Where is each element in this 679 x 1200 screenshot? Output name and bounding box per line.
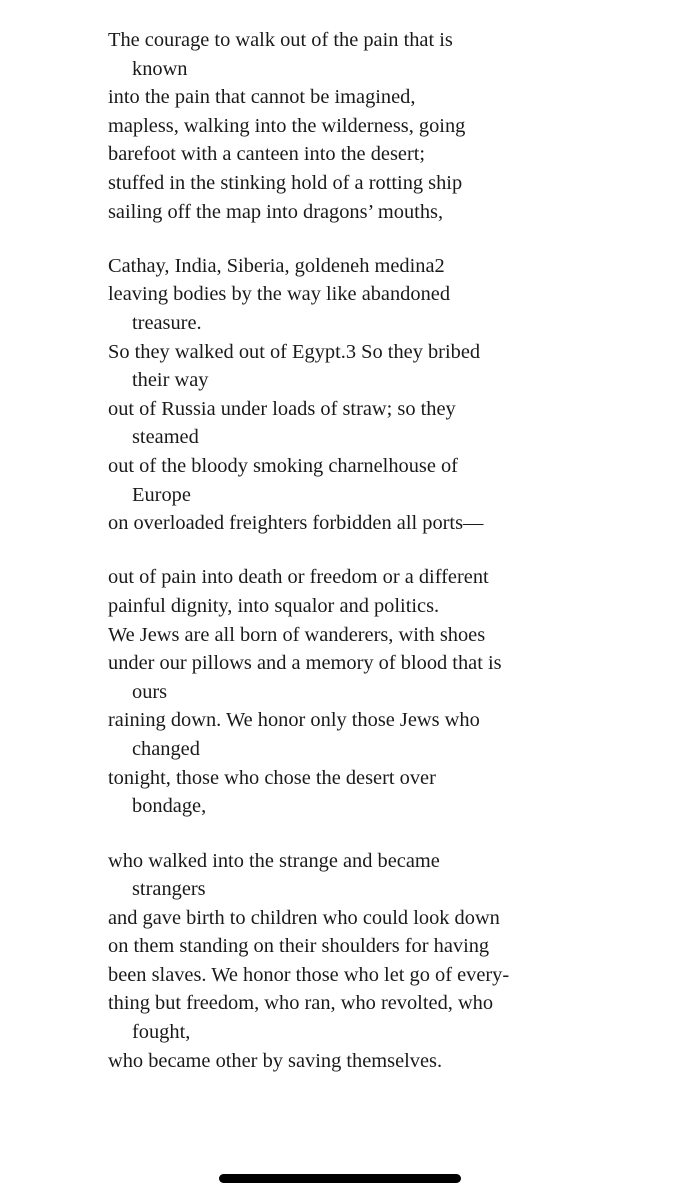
poem-line: sailing off the map into dragons’ mouths, — [108, 200, 444, 223]
poem-line-continuation: changed — [132, 738, 200, 761]
poem-line: barefoot with a canteen into the desert; — [108, 143, 426, 166]
poem-line: out of pain into death or freedom or a different — [108, 566, 489, 589]
poem-line: and gave birth to children who could look down — [108, 906, 500, 929]
poem-line: stuffed in the stinking hold of a rotting ship — [108, 171, 463, 194]
home-indicator-bar[interactable] — [219, 1174, 461, 1183]
poem-line: leaving bodies by the way like abandoned — [108, 283, 451, 306]
poem-line: on overloaded freighters forbidden all ports— — [108, 512, 484, 535]
poem-line: raining down. We honor only those Jews who — [108, 709, 480, 732]
poem-line-continuation: ours — [132, 680, 168, 703]
poem-line: mapless, walking into the wilderness, going — [108, 114, 466, 137]
poem-line: into the pain that cannot be imagined, — [108, 86, 416, 109]
poem-stanza-4 — [108, 847, 668, 1076]
poem-text — [108, 26, 668, 1101]
poem-line-continuation: known — [132, 57, 188, 80]
poem-line-continuation: fought, — [132, 1021, 191, 1044]
poem-line: under our pillows and a memory of blood that is — [108, 652, 502, 675]
poem-line: on them standing on their shoulders for having — [108, 935, 490, 958]
poem-line: So they walked out of Egypt.3 So they bribed — [108, 340, 481, 363]
poem-stanza-1 — [108, 26, 668, 226]
poem-line: who walked into the strange and became — [108, 849, 440, 872]
poem-line: thing but freedom, who ran, who revolted, who — [108, 992, 494, 1015]
poem-line: painful dignity, into squalor and politics. — [108, 595, 440, 618]
poem-line: We Jews are all born of wanderers, with shoes — [108, 623, 486, 646]
poem-line-continuation: Europe — [132, 483, 191, 506]
poem-line: been slaves. We honor those who let go of every- — [108, 963, 510, 986]
poem-line: who became other by saving themselves. — [108, 1049, 443, 1072]
poem-line-continuation: steamed — [132, 426, 199, 449]
poem-line-continuation: their way — [132, 369, 209, 392]
poem-line: out of the bloody smoking charnelhouse of — [108, 455, 458, 477]
poem-stanza-3 — [108, 563, 668, 820]
poem-line: tonight, those who chose the desert over — [108, 766, 436, 789]
poem-stanza-2 — [108, 252, 668, 538]
poem-line: out of Russia under loads of straw; so they — [108, 397, 456, 420]
poem-line-continuation: bondage, — [132, 795, 207, 818]
poem-line-continuation: strangers — [132, 878, 206, 901]
poem-line: The courage to walk out of the pain that is — [108, 29, 453, 51]
poem-line-continuation: treasure. — [132, 312, 202, 335]
poem-line: Cathay, India, Siberia, goldeneh medina2 — [108, 254, 445, 277]
